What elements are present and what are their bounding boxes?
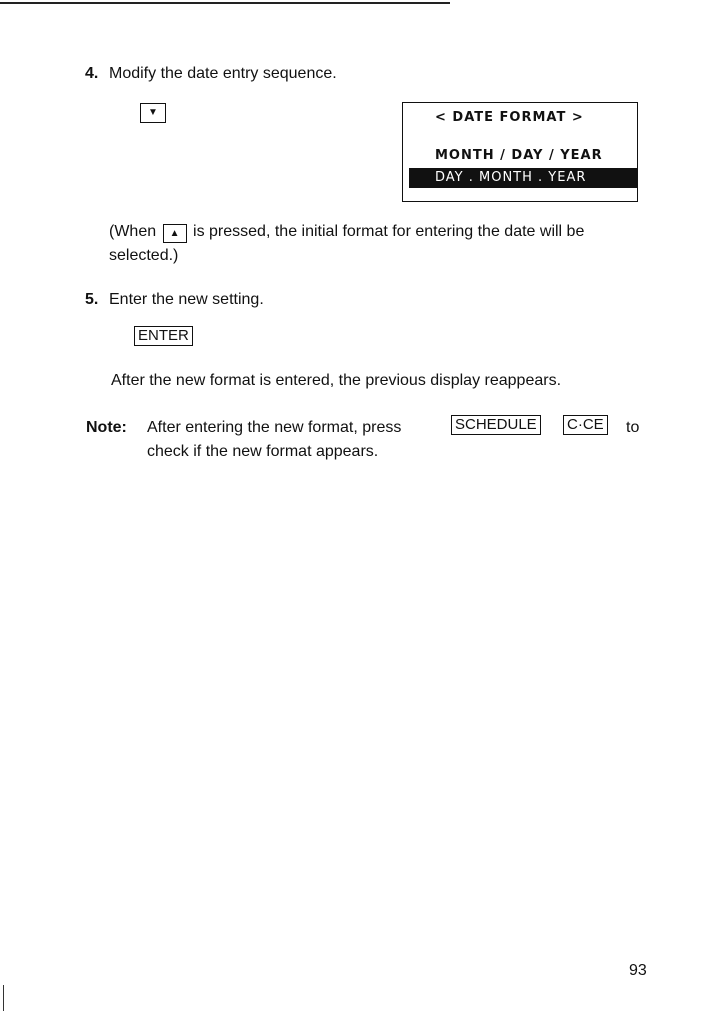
note-line1-suffix: to bbox=[626, 419, 640, 436]
lcd-option-day-month-year-selected: DAY . MONTH . YEAR bbox=[409, 168, 637, 188]
step-5-number: 5. bbox=[85, 291, 99, 308]
when-note-line2: selected.) bbox=[109, 247, 179, 264]
note-line1 bbox=[147, 418, 401, 438]
schedule-key-icon: SCHEDULE bbox=[451, 415, 541, 435]
after-text: After the new format is entered, the previous display reappears. bbox=[111, 372, 562, 389]
when-note-prefix: (When bbox=[109, 223, 157, 240]
when-note-suffix: is pressed, the initial format for entering the date will be bbox=[193, 223, 585, 240]
step-5-text: Enter the new setting. bbox=[109, 291, 264, 308]
note-label: Note: bbox=[86, 419, 127, 436]
lcd-title: < DATE FORMAT > bbox=[435, 110, 584, 125]
c-ce-key-icon: C·CE bbox=[563, 415, 608, 435]
page-number: 93 bbox=[629, 962, 647, 979]
enter-key-icon: ENTER bbox=[134, 326, 193, 346]
lcd-option-month-day-year: MONTH / DAY / YEAR bbox=[435, 148, 603, 163]
lcd-display bbox=[402, 102, 638, 202]
step-4-text: Modify the date entry sequence. bbox=[109, 65, 337, 82]
up-arrow-key-icon: ▲ bbox=[163, 224, 187, 243]
margin-mark bbox=[3, 985, 4, 1011]
down-arrow-key-icon: ▼ bbox=[140, 103, 166, 123]
step-4-number: 4. bbox=[85, 65, 99, 82]
when-note-line1 bbox=[109, 222, 584, 243]
note-line2: check if the new format appears. bbox=[147, 443, 379, 460]
top-rule bbox=[0, 2, 450, 4]
note-line1-prefix: After entering the new format, press bbox=[147, 419, 402, 436]
